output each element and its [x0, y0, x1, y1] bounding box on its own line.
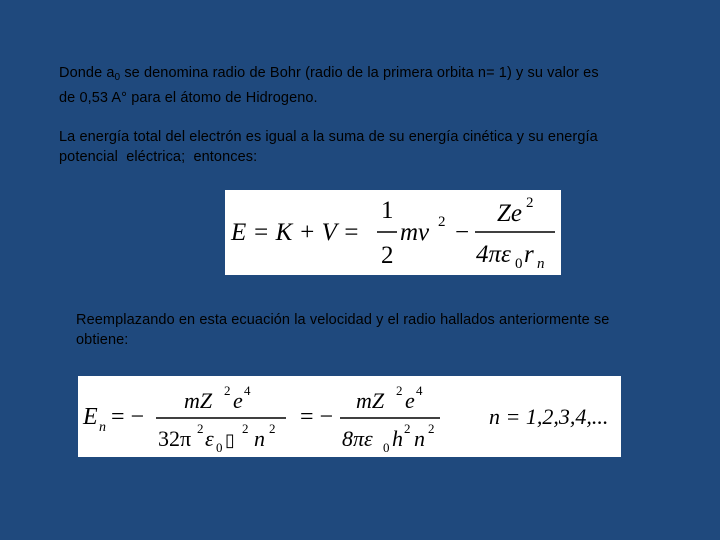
eq2-f1-num-exp2: 4 [244, 383, 251, 398]
eq2-lhs-sub: n [99, 420, 106, 435]
eq1-den-4pi: 4πε [476, 241, 511, 268]
eq1-den-r: r [524, 241, 534, 268]
eq1-num-base: Ze [497, 200, 522, 227]
eq1-lhs: E = K + V = [231, 219, 366, 246]
eq2-f1-num-exp1: 2 [224, 383, 231, 398]
p1-text-a: Donde a [59, 65, 115, 81]
eq2-f2-den-exp1: 2 [404, 421, 411, 436]
p1-text-b: se denomina radio de Bohr (radio de la primera orbita n= 1) y su valor es [120, 65, 599, 81]
eq2-f1-den-exp3: 2 [269, 421, 276, 436]
eq2-lhs: E [83, 404, 98, 430]
p2-line1: La energía total del electrón es igual a la suma de su energía cinética y su energía [59, 129, 598, 145]
replacement-paragraph [76, 310, 706, 350]
eq2-f1-den-exp1: 2 [197, 421, 204, 436]
eq2-n-values: n = 1,2,3,4,... [489, 404, 609, 429]
eq1-half-den: 2 [381, 242, 394, 269]
eq2-f1-den-n: n [254, 426, 265, 451]
eq2-eq-minus2: = − [300, 404, 334, 430]
bohr-radius-paragraph [59, 63, 689, 108]
p1-subscript: 0 [114, 72, 121, 83]
eq1-half-num: 1 [381, 197, 394, 224]
eq2-f2-den-n: n [414, 426, 425, 451]
eq2-f2-den-8pi: 8πε [342, 426, 373, 451]
p2-line2: potencial eléctrica; entonces: [59, 149, 258, 165]
p3-line2: obtiene: [76, 332, 129, 348]
eq2-f1-num-e: e [233, 388, 243, 413]
eq2-f1-den-eps: ε [205, 426, 214, 451]
eq1-mv-exp: 2 [438, 214, 446, 230]
eq2-f2-num-exp2: 4 [416, 383, 423, 398]
p3-line1: Reemplazando en esta ecuación la velocidad y el radio hallados anteriormente se [76, 312, 610, 328]
eq2-f2-den-h: h [392, 426, 403, 451]
eq2-f1-den-exp2: 2 [242, 421, 249, 436]
eq1-num-exp: 2 [526, 195, 534, 211]
eq2-f1-den-sub0: 0 [216, 440, 223, 455]
eq2-f2-num-exp1: 2 [396, 383, 403, 398]
eq2-f1-den-box: ▯ [225, 430, 235, 450]
eq2-f2-num-m: mZ [356, 388, 385, 413]
total-energy-paragraph [59, 127, 689, 167]
eq2-f2-num-e: e [405, 388, 415, 413]
eq2-f1-den-32pi: 32π [158, 426, 192, 451]
eq1-mv: mv [400, 219, 430, 246]
eq2-eq-minus: = − [111, 404, 145, 430]
energy-levels-equation [78, 376, 621, 457]
eq2-f2-den-exp2: 2 [428, 421, 435, 436]
eq1-minus: − [455, 219, 470, 246]
eq2-f1-num-m: mZ [184, 388, 213, 413]
p1-line2: de 0,53 A° para el átomo de Hidrogeno. [59, 90, 318, 106]
energy-equation [225, 190, 561, 275]
energy-levels-equation-svg [78, 376, 621, 457]
eq2-f2-den-sub0: 0 [383, 440, 390, 455]
energy-equation-svg [225, 190, 561, 275]
eq1-den-sub0: 0 [515, 256, 523, 272]
eq1-den-subn: n [537, 256, 545, 272]
